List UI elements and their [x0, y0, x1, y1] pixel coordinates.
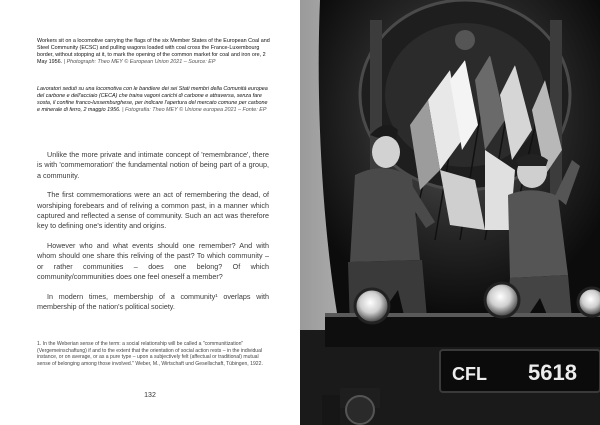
- headlamp-far-right: [578, 288, 600, 316]
- number-plate: [440, 350, 600, 392]
- caption-english-text: Workers sit on a locomotive carrying the flags of the six Member States of the European Coal and Steel Community (ECSC) and pulling wagons loaded with coal cross the France-Luxembourg border, without stopping at it, to mark the opening of the common market for coal and iron ore, 2 May 1956.: [37, 38, 270, 65]
- footnote: 1. In the Weberian sense of the term: a social relationship will be called a "communitization" (Vergemeinschaftung) if and to the extent that the orientation of social action rests – in the individual instance, or on average, or as a pure type – upon a subjectively felt (affectual or traditional) mutual sense of belonging among those involved." Weber, M., Wirtschaft und Gesellschaft, Tübingen, 1922.: [37, 341, 263, 367]
- photo-caption-english: [37, 38, 270, 66]
- photo-caption-italian: [37, 86, 270, 114]
- body-text: [37, 150, 269, 322]
- paragraph-1: Unlike the more private and intimate concept of 'remembrance', there is with 'commemoration' the fundamental notion of being part of a group, a community.: [37, 150, 269, 180]
- photo-page: [300, 0, 600, 425]
- paragraph-3: However who and what events should one remember? And with whom should one share this reliving of the past? To which community – or rather communities – does one belong? Of which community/communities does one feel oneself a member?: [37, 241, 269, 281]
- locomotive-photo: [300, 0, 600, 425]
- headlamp-left: [355, 289, 389, 323]
- caption-english-credit: | Photograph: Theo MEY © European Union 2021 – Source: EP: [63, 58, 216, 65]
- caption-italian-text: Lavoratori seduti su una locomotiva con le bandiere dei sei Stati membri della Comunità europea del carbone e dell'acciaio (CECA) che traina vagoni carichi di carbone e attraversa, senza fare sosta, il confine franco-lussemburghese, per indicare l'apertura del mercato comune per carbone e minerale di ferro, 2 maggio 1956.: [37, 86, 268, 113]
- headlamp-right: [485, 283, 519, 317]
- door-hinge: [455, 30, 475, 50]
- plate-letters: CFL: [452, 364, 487, 384]
- page-number: 132: [144, 392, 156, 399]
- plate-number: 5618: [528, 360, 577, 385]
- paragraph-4: In modern times, membership of a community¹ overlaps with membership of the nation's political society.: [37, 291, 269, 312]
- caption-italian-credit: | Fotografia: Theo MEY © Unione europea 2021 – Fonte: EP: [122, 106, 267, 113]
- paragraph-2: The first commemorations were an act of remembering the dead, of worshiping forebears and of reliving a common past, in a manner which captured and reflected a sense of community. Such an act was therefore key to defining one's identity and origins.: [37, 190, 269, 231]
